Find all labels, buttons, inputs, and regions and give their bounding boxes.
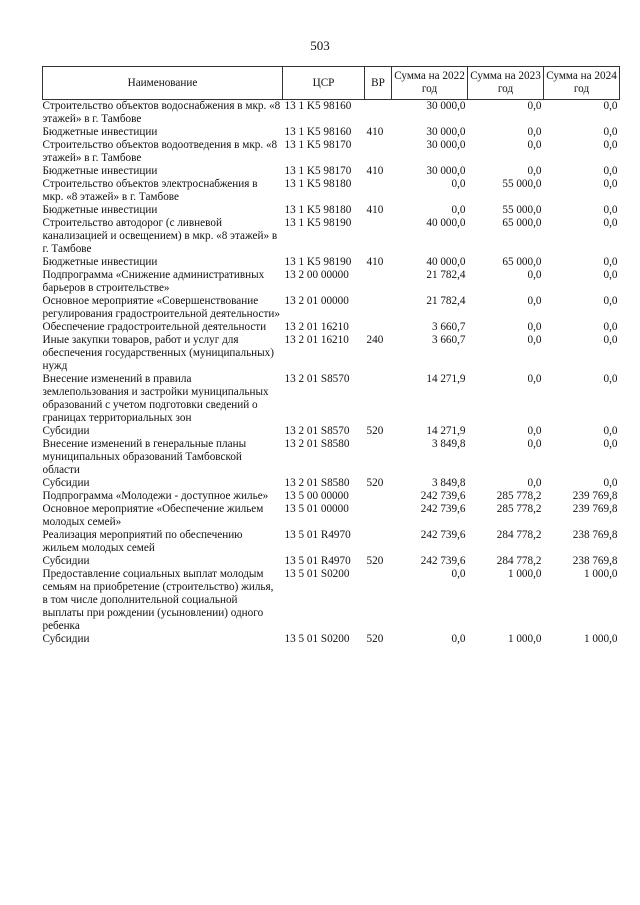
row-sum-2023: 285 778,2 (496, 503, 542, 515)
header-vr: ВР (365, 67, 392, 100)
row-sum-2022: 40 000,0 (426, 256, 466, 268)
row-sum-2023: 0,0 (527, 373, 542, 385)
row-sum-2023: 0,0 (527, 438, 542, 450)
table-row (43, 477, 620, 490)
row-sum-2022: 242 739,6 (420, 529, 466, 541)
row-sum-2022: 14 271,9 (426, 425, 466, 437)
row-name: Основное мероприятие «Совершенствование регулирования градостроительной деятельности» (42, 295, 280, 320)
row-csr: 13 1 K5 98190 (284, 256, 352, 268)
row-csr: 13 1 K5 98160 (284, 100, 352, 112)
row-name: Бюджетные инвестиции (42, 126, 158, 138)
row-vr: 520 (366, 477, 384, 489)
row-sum-2024: 0,0 (603, 373, 618, 385)
header-sum-2022: Сумма на 2022 год (392, 67, 468, 100)
row-name: Субсидии (42, 477, 90, 489)
row-sum-2022: 0,0 (451, 568, 466, 580)
row-sum-2022: 0,0 (451, 178, 466, 190)
row-name: Строительство объектов водоотведения в мкр. «8 этажей» в г. Тамбове (42, 139, 278, 164)
row-csr: 13 2 01 S8580 (284, 477, 350, 489)
row-csr: 13 1 K5 98160 (284, 126, 352, 138)
row-sum-2023: 285 778,2 (496, 490, 542, 502)
row-name: Основное мероприятие «Обеспечение жильем молодых семей» (42, 503, 264, 528)
row-sum-2022: 21 782,4 (426, 269, 466, 281)
row-csr: 13 5 01 R4970 (284, 529, 351, 541)
table-row (43, 373, 620, 425)
row-vr: 520 (366, 425, 384, 437)
row-vr: 410 (366, 256, 384, 268)
row-sum-2023: 0,0 (527, 269, 542, 281)
row-csr: 13 5 01 R4970 (284, 555, 351, 567)
row-vr (365, 269, 392, 295)
row-sum-2022: 30 000,0 (426, 139, 466, 151)
table-body (43, 100, 620, 647)
row-vr (365, 529, 392, 555)
row-sum-2024: 0,0 (603, 100, 618, 112)
row-name: Строительство автодорог (с ливневой канализацией и освещением) в мкр. «8 этажей» в г. Тамбове (42, 217, 278, 255)
row-sum-2022: 30 000,0 (426, 165, 466, 177)
row-sum-2024: 0,0 (603, 256, 618, 268)
row-sum-2023: 55 000,0 (502, 204, 542, 216)
budget-table (42, 66, 620, 646)
row-vr (365, 438, 392, 477)
row-sum-2024: 0,0 (603, 269, 618, 281)
row-csr: 13 2 01 S8570 (284, 373, 350, 385)
row-sum-2024: 238 769,8 (572, 529, 618, 541)
row-sum-2022: 21 782,4 (426, 295, 466, 307)
row-sum-2022: 0,0 (451, 633, 466, 645)
row-name: Бюджетные инвестиции (42, 256, 158, 268)
header-csr: ЦСР (283, 67, 365, 100)
row-csr: 13 1 K5 98170 (284, 139, 352, 151)
row-csr: 13 1 K5 98180 (284, 178, 352, 190)
row-csr: 13 2 01 S8580 (284, 438, 350, 450)
row-sum-2022: 40 000,0 (426, 217, 466, 229)
row-csr: 13 2 01 16210 (284, 334, 349, 346)
table-row (43, 321, 620, 334)
row-sum-2022: 242 739,6 (420, 555, 466, 567)
row-sum-2023: 0,0 (527, 139, 542, 151)
row-vr: 410 (366, 126, 384, 138)
row-sum-2022: 30 000,0 (426, 100, 466, 112)
row-sum-2022: 242 739,6 (420, 503, 466, 515)
row-csr: 13 1 K5 98170 (284, 165, 352, 177)
row-csr: 13 2 01 16210 (284, 321, 349, 333)
page-number: 503 (310, 38, 330, 53)
row-sum-2022: 3 660,7 (431, 334, 466, 346)
row-vr: 410 (366, 204, 384, 216)
row-name: Субсидии (42, 425, 90, 437)
row-csr: 13 5 01 S0200 (284, 568, 350, 580)
row-sum-2023: 0,0 (527, 295, 542, 307)
row-sum-2023: 65 000,0 (502, 256, 542, 268)
row-sum-2023: 0,0 (527, 165, 542, 177)
row-vr (365, 503, 392, 529)
row-vr (365, 217, 392, 256)
row-sum-2022: 242 739,6 (420, 490, 466, 502)
row-sum-2022: 3 849,8 (431, 438, 466, 450)
row-csr: 13 2 01 00000 (284, 295, 349, 307)
row-vr: 520 (366, 555, 384, 567)
row-sum-2022: 30 000,0 (426, 126, 466, 138)
row-sum-2023: 0,0 (527, 321, 542, 333)
row-name: Субсидии (42, 633, 90, 645)
row-sum-2024: 0,0 (603, 165, 618, 177)
row-name: Внесение изменений в генеральные планы муниципальных образований Тамбовской области (42, 438, 247, 476)
table-row (43, 568, 620, 633)
row-vr (365, 373, 392, 425)
table-row (43, 100, 620, 127)
row-sum-2023: 1 000,0 (507, 633, 542, 645)
row-vr (365, 490, 392, 503)
row-sum-2024: 238 769,8 (572, 555, 618, 567)
table-row (43, 126, 620, 139)
row-sum-2023: 284 778,2 (496, 555, 542, 567)
row-sum-2024: 0,0 (603, 178, 618, 190)
row-sum-2023: 65 000,0 (502, 217, 542, 229)
row-sum-2024: 1 000,0 (583, 568, 618, 580)
row-vr (365, 568, 392, 633)
row-sum-2024: 0,0 (603, 321, 618, 333)
row-sum-2023: 0,0 (527, 126, 542, 138)
row-vr (365, 100, 392, 127)
row-csr: 13 1 K5 98190 (284, 217, 352, 229)
row-sum-2022: 3 660,7 (431, 321, 466, 333)
table-row (43, 204, 620, 217)
row-sum-2023: 1 000,0 (507, 568, 542, 580)
row-csr: 13 1 K5 98180 (284, 204, 352, 216)
row-vr (365, 139, 392, 165)
header-sum-2023: Сумма на 2023 год (468, 67, 544, 100)
row-csr: 13 2 01 S8570 (284, 425, 350, 437)
header-name: Наименование (43, 67, 283, 100)
table-row (43, 425, 620, 438)
table-row (43, 529, 620, 555)
row-sum-2022: 3 849,8 (431, 477, 466, 489)
row-name: Бюджетные инвестиции (42, 204, 158, 216)
table-row (43, 438, 620, 477)
row-sum-2024: 0,0 (603, 139, 618, 151)
row-sum-2024: 1 000,0 (583, 633, 618, 645)
row-sum-2024: 239 769,8 (572, 503, 618, 515)
table-row (43, 269, 620, 295)
row-vr (365, 295, 392, 321)
row-sum-2024: 0,0 (603, 217, 618, 229)
row-sum-2024: 0,0 (603, 425, 618, 437)
row-sum-2024: 0,0 (603, 204, 618, 216)
row-name: Обеспечение градостроительной деятельности (42, 321, 267, 333)
row-csr: 13 2 00 00000 (284, 269, 349, 281)
table-row (43, 555, 620, 568)
row-sum-2023: 0,0 (527, 100, 542, 112)
row-sum-2024: 0,0 (603, 126, 618, 138)
row-vr: 410 (366, 165, 384, 177)
row-sum-2023: 55 000,0 (502, 178, 542, 190)
row-sum-2024: 0,0 (603, 334, 618, 346)
row-sum-2023: 0,0 (527, 425, 542, 437)
table-row (43, 334, 620, 373)
row-sum-2024: 239 769,8 (572, 490, 618, 502)
table-row (43, 295, 620, 321)
row-sum-2023: 0,0 (527, 477, 542, 489)
row-csr: 13 5 00 00000 (284, 490, 349, 502)
row-name: Строительство объектов электроснабжения в мкр. «8 этажей» в г. Тамбове (42, 178, 258, 203)
row-vr: 520 (366, 633, 384, 645)
row-vr (365, 178, 392, 204)
row-sum-2022: 0,0 (451, 204, 466, 216)
table-row (43, 490, 620, 503)
table-row (43, 217, 620, 256)
row-name: Иные закупки товаров, работ и услуг для обеспечения государственных (муниципальных) нужд (42, 334, 274, 372)
table-row (43, 503, 620, 529)
row-sum-2024: 0,0 (603, 295, 618, 307)
table-row (43, 139, 620, 165)
row-csr: 13 5 01 00000 (284, 503, 349, 515)
row-name: Строительство объектов водоснабжения в мкр. «8 этажей» в г. Тамбове (42, 100, 281, 125)
row-name: Реализация мероприятий по обеспечению жильем молодых семей (42, 529, 243, 554)
table-header (43, 67, 620, 100)
row-sum-2023: 0,0 (527, 334, 542, 346)
table-row (43, 178, 620, 204)
table-row (43, 256, 620, 269)
row-name: Субсидии (42, 555, 90, 567)
table-row (43, 165, 620, 178)
row-sum-2024: 0,0 (603, 477, 618, 489)
row-sum-2024: 0,0 (603, 438, 618, 450)
row-csr: 13 5 01 S0200 (284, 633, 350, 645)
row-name: Подпрограмма «Снижение административных барьеров в строительстве» (42, 269, 265, 294)
row-vr: 240 (366, 334, 384, 346)
row-name: Внесение изменений в правила землепользования и застройки муниципальных образований с учетом подготовки сведений о границах территориальных зон (42, 373, 269, 424)
row-vr (365, 321, 392, 334)
row-sum-2023: 284 778,2 (496, 529, 542, 541)
table-row (43, 633, 620, 646)
row-name: Бюджетные инвестиции (42, 165, 158, 177)
row-name: Предоставление социальных выплат молодым семьям на приобретение (строительство) жилья, в том числе дополнительной социальной выплаты при рождении (усыновлении) одного ребенка (42, 568, 274, 632)
header-sum-2024: Сумма на 2024 год (544, 67, 620, 100)
row-sum-2022: 14 271,9 (426, 373, 466, 385)
row-name: Подпрограмма «Молодежи - доступное жилье» (42, 490, 269, 502)
